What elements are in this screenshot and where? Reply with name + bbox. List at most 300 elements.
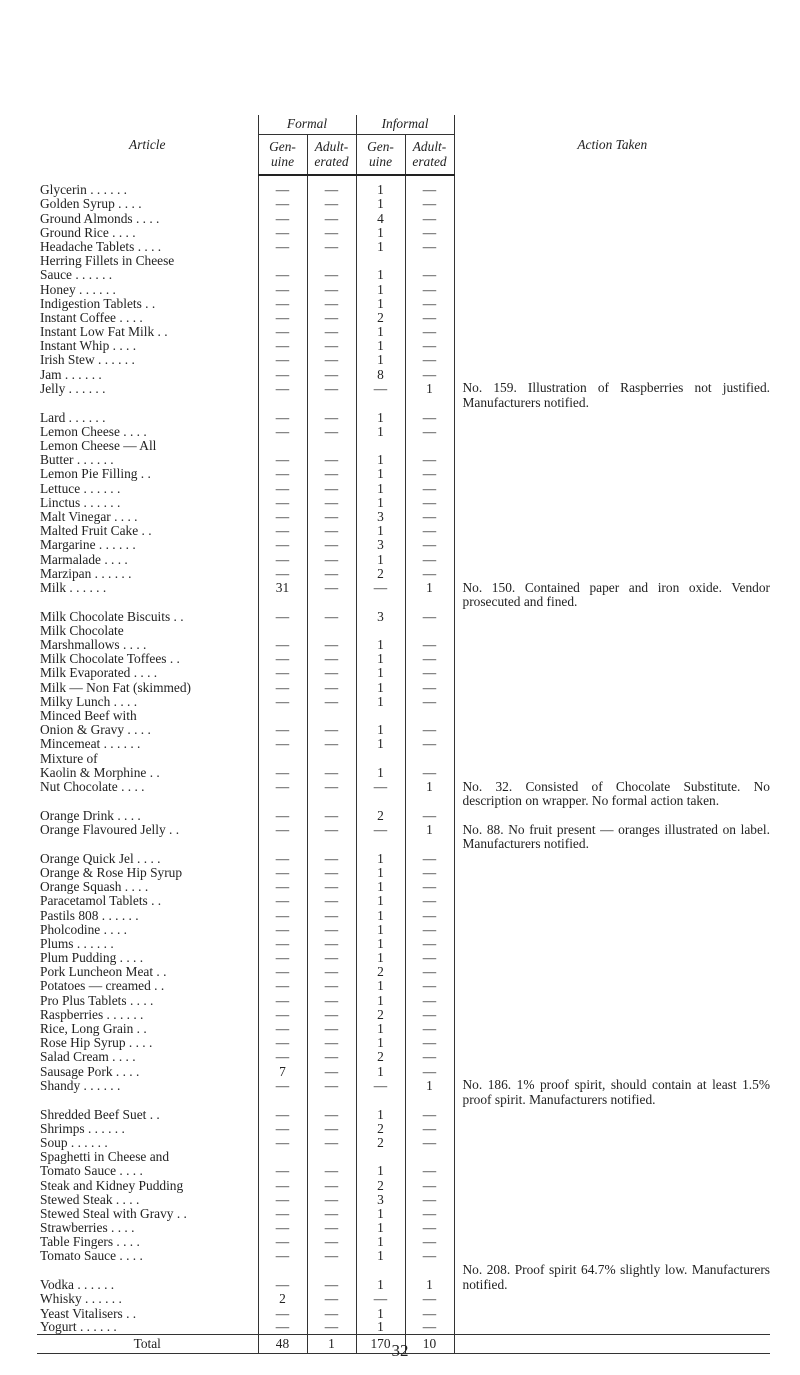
- informal-genuine-cell: 1: [356, 979, 405, 993]
- formal-adulterated-cell: —: [307, 268, 356, 282]
- action-cell: [454, 282, 770, 296]
- informal-adulterated-cell: —: [405, 1192, 454, 1206]
- article-cell: Stewed Steak . . . .: [40, 1191, 140, 1207]
- informal-genuine-cell: —: [356, 581, 405, 595]
- table-row: [37, 1136, 770, 1150]
- informal-genuine-cell: 1: [356, 666, 405, 680]
- formal-genuine-cell: —: [258, 1249, 307, 1263]
- formal-adulterated-cell: —: [307, 552, 356, 566]
- table-row: [37, 1263, 770, 1292]
- table-row: [37, 666, 770, 680]
- informal-genuine-cell: —: [356, 823, 405, 837]
- table-row: [37, 268, 770, 282]
- informal-genuine-cell: 8: [356, 367, 405, 381]
- table-row: [37, 581, 770, 595]
- article-cell: Irish Stew . . . . . .: [40, 352, 135, 368]
- action-cell: [454, 965, 770, 979]
- informal-adulterated-cell: —: [405, 1221, 454, 1235]
- formal-genuine-cell: —: [258, 495, 307, 509]
- table-row: [37, 353, 770, 367]
- informal-adulterated-cell: —: [405, 211, 454, 225]
- table-row: [37, 1164, 770, 1178]
- article-cell: Yogurt . . . . . .: [40, 1319, 117, 1335]
- article-cell: Honey . . . . . .: [40, 281, 116, 297]
- formal-adulterated-cell: —: [307, 979, 356, 993]
- table-body: [37, 175, 770, 1335]
- informal-genuine-cell: 1: [356, 1263, 405, 1292]
- formal-genuine-cell: —: [258, 765, 307, 779]
- informal-genuine-cell: 1: [356, 908, 405, 922]
- action-note: No. 88. No fruit present — oranges illustrated on label. Manufacturers notified.: [454, 823, 770, 852]
- formal-genuine-cell: 7: [258, 1064, 307, 1078]
- table-row: [37, 424, 770, 438]
- formal-genuine-cell: —: [258, 694, 307, 708]
- informal-genuine-cell: 1: [356, 353, 405, 367]
- informal-adulterated-cell: 1: [405, 581, 454, 595]
- formal-adulterated-cell: —: [307, 1050, 356, 1064]
- formal-genuine-cell: —: [258, 538, 307, 552]
- table-row: [37, 979, 770, 993]
- formal-adulterated-cell: —: [307, 851, 356, 865]
- formal-adulterated-cell: —: [307, 894, 356, 908]
- informal-genuine-cell: [356, 751, 405, 765]
- formal-genuine-cell: —: [258, 1235, 307, 1249]
- article-cell: Orange Squash . . . .: [40, 879, 149, 895]
- informal-genuine-cell: 1: [356, 1107, 405, 1121]
- article-cell: Shrimps . . . . . .: [40, 1120, 125, 1136]
- formal-adulterated-cell: —: [307, 1064, 356, 1078]
- action-cell: [454, 1178, 770, 1192]
- formal-adulterated-cell: —: [307, 311, 356, 325]
- formal-header: Formal: [258, 115, 356, 134]
- action-cell: [454, 1150, 770, 1164]
- action-cell: [454, 311, 770, 325]
- formal-adulterated-cell: —: [307, 424, 356, 438]
- informal-adulterated-cell: —: [405, 197, 454, 211]
- formal-adulterated-cell: —: [307, 866, 356, 880]
- table-row: [37, 780, 770, 794]
- formal-adulterated-cell: —: [307, 495, 356, 509]
- article-cell: Lemon Cheese — All: [40, 438, 157, 454]
- article-cell: Rose Hip Syrup . . . .: [40, 1035, 153, 1051]
- informal-adulterated-cell: [405, 709, 454, 723]
- formal-adulterated-cell: —: [307, 652, 356, 666]
- informal-adulterated-cell: [405, 396, 454, 410]
- formal-genuine-cell: [258, 254, 307, 268]
- informal-adulterated-cell: —: [405, 737, 454, 751]
- action-cell: [454, 1136, 770, 1150]
- article-cell: Sausage Pork . . . .: [40, 1063, 140, 1079]
- informal-genuine-cell: 1: [356, 453, 405, 467]
- formal-adulterated-cell: —: [307, 538, 356, 552]
- formal-adulterated-cell: —: [307, 922, 356, 936]
- action-cell: [454, 694, 770, 708]
- informal-adulterated-cell: —: [405, 538, 454, 552]
- article-cell: Orange Quick Jel . . . .: [40, 850, 161, 866]
- action-cell: [454, 552, 770, 566]
- informal-genuine-cell: 1: [356, 1036, 405, 1050]
- formal-genuine-cell: —: [258, 908, 307, 922]
- formal-genuine-cell: —: [258, 175, 307, 197]
- informal-adulterated-cell: —: [405, 367, 454, 381]
- formal-adulterated-cell: —: [307, 1136, 356, 1150]
- table-row: [37, 880, 770, 894]
- formal-genuine-cell: [258, 794, 307, 808]
- formal-genuine-cell: [258, 751, 307, 765]
- formal-adulterated-cell: —: [307, 240, 356, 254]
- article-cell: Lard . . . . . .: [40, 409, 106, 425]
- informal-genuine-cell: 1: [356, 723, 405, 737]
- informal-adulterated-cell: —: [405, 495, 454, 509]
- formal-genuine-cell: —: [258, 481, 307, 495]
- formal-adulterated-cell: —: [307, 694, 356, 708]
- informal-adulterated-cell: —: [405, 424, 454, 438]
- table-row: [37, 1306, 770, 1320]
- article-cell: Mixture of: [40, 750, 98, 766]
- informal-genuine-cell: 1: [356, 1320, 405, 1334]
- action-cell: [454, 410, 770, 424]
- informal-adulterated-cell: —: [405, 1178, 454, 1192]
- action-cell: [454, 453, 770, 467]
- action-cell: [454, 1235, 770, 1249]
- formal-adulterated-cell: —: [307, 211, 356, 225]
- article-cell: Marshmallows . . . .: [40, 637, 147, 653]
- formal-adulterated-cell: —: [307, 1306, 356, 1320]
- formal-adulterated-cell: —: [307, 581, 356, 595]
- formal-adulterated-cell: —: [307, 175, 356, 197]
- formal-genuine-cell: —: [258, 467, 307, 481]
- formal-genuine-cell: —: [258, 381, 307, 395]
- article-cell: Milk . . . . . .: [40, 580, 107, 596]
- action-cell: [454, 751, 770, 765]
- formal-genuine-cell: 2: [258, 1292, 307, 1306]
- informal-genuine-cell: [356, 1093, 405, 1107]
- action-cell: [454, 197, 770, 211]
- informal-adulterated-cell: —: [405, 311, 454, 325]
- table-row: [37, 481, 770, 495]
- formal-genuine-cell: —: [258, 1078, 307, 1092]
- article-cell: Lettuce . . . . . .: [40, 480, 121, 496]
- formal-genuine-cell: —: [258, 866, 307, 880]
- action-cell: [454, 638, 770, 652]
- informal-adulterated-cell: —: [405, 1022, 454, 1036]
- formal-genuine-cell: —: [258, 1022, 307, 1036]
- informal-adulterated-cell: —: [405, 325, 454, 339]
- article-cell: Nut Chocolate . . . .: [40, 779, 145, 795]
- formal-adulterated-cell: —: [307, 1022, 356, 1036]
- formal-adulterated-cell: —: [307, 937, 356, 951]
- formal-genuine-cell: —: [258, 1306, 307, 1320]
- formal-genuine-cell: [258, 624, 307, 638]
- formal-genuine-cell: —: [258, 780, 307, 794]
- informal-adulterated-cell: 1: [405, 381, 454, 395]
- formal-adulterated-cell: —: [307, 481, 356, 495]
- formal-genuine-cell: —: [258, 993, 307, 1007]
- formal-adulterated-cell: —: [307, 510, 356, 524]
- table-row: [37, 1078, 770, 1092]
- formal-adulterated-cell: —: [307, 410, 356, 424]
- informal-genuine-cell: 2: [356, 965, 405, 979]
- article-cell: Marmalade . . . .: [40, 551, 128, 567]
- informal-adulterated-cell: —: [405, 908, 454, 922]
- formal-genuine-cell: —: [258, 808, 307, 822]
- informal-adulterated-cell: —: [405, 240, 454, 254]
- informal-adulterated-cell: —: [405, 694, 454, 708]
- article-cell: Milk Chocolate Toffees . .: [40, 651, 180, 667]
- informal-genuine-cell: —: [356, 381, 405, 395]
- informal-genuine-cell: 3: [356, 510, 405, 524]
- action-cell: [454, 1107, 770, 1121]
- formal-genuine-cell: —: [258, 211, 307, 225]
- table-row: [37, 1221, 770, 1235]
- informal-adulterated-cell: [405, 794, 454, 808]
- formal-genuine-cell: [258, 837, 307, 851]
- informal-genuine-cell: 3: [356, 609, 405, 623]
- informal-genuine-cell: [356, 1150, 405, 1164]
- formal-adulterated-cell: —: [307, 880, 356, 894]
- action-cell: [454, 652, 770, 666]
- action-note: No. 150. Contained paper and iron oxide. Vendor prosecuted and fined.: [454, 581, 770, 610]
- informal-genuine-cell: 1: [356, 197, 405, 211]
- formal-genuine-cell: —: [258, 638, 307, 652]
- formal-genuine-cell: [258, 709, 307, 723]
- formal-genuine-cell: —: [258, 737, 307, 751]
- formal-genuine-cell: —: [258, 296, 307, 310]
- informal-adulterated-cell: 1: [405, 823, 454, 837]
- action-cell: [454, 566, 770, 580]
- table-row: [37, 339, 770, 353]
- table-row: [37, 175, 770, 197]
- formal-genuine-cell: 31: [258, 581, 307, 595]
- article-cell: Milk Chocolate: [40, 622, 124, 638]
- informal-genuine-cell: [356, 254, 405, 268]
- table-row: [37, 1064, 770, 1078]
- informal-genuine-cell: —: [356, 780, 405, 794]
- formal-adulterated-cell: —: [307, 723, 356, 737]
- action-note: No. 159. Illustration of Raspberries not justified. Manufacturers notified.: [454, 381, 770, 410]
- informal-adulterated-cell: —: [405, 894, 454, 908]
- informal-adulterated-cell: —: [405, 880, 454, 894]
- formal-genuine-cell: [258, 1093, 307, 1107]
- formal-adulterated-cell: —: [307, 1292, 356, 1306]
- table-row: [37, 225, 770, 239]
- formal-adulterated-cell: —: [307, 609, 356, 623]
- formal-genuine-cell: —: [258, 723, 307, 737]
- action-cell: [454, 723, 770, 737]
- table-row: [37, 1207, 770, 1221]
- table-row: [37, 808, 770, 822]
- table-row: [37, 1107, 770, 1121]
- article-cell: Potatoes — creamed . .: [40, 978, 165, 994]
- informal-adulterated-cell: —: [405, 723, 454, 737]
- formal-genuine-cell: —: [258, 1192, 307, 1206]
- informal-genuine-cell: 1: [356, 851, 405, 865]
- table-row: [37, 439, 770, 453]
- informal-genuine-cell: 2: [356, 311, 405, 325]
- action-cell: [454, 1320, 770, 1334]
- action-header: Action Taken: [454, 115, 770, 175]
- table-row: [37, 937, 770, 951]
- table-row: [37, 524, 770, 538]
- formal-adulterated-cell: —: [307, 823, 356, 837]
- informal-genuine-cell: [356, 396, 405, 410]
- table-row: [37, 709, 770, 723]
- informal-genuine-cell: 4: [356, 211, 405, 225]
- total-formal-adulterated: 1: [307, 1335, 356, 1354]
- informal-genuine-cell: 1: [356, 225, 405, 239]
- informal-genuine-cell: 2: [356, 1178, 405, 1192]
- formal-adulterated-cell: [307, 837, 356, 851]
- article-cell: Stewed Steal with Gravy . .: [40, 1205, 187, 1221]
- formal-genuine-cell: —: [258, 1050, 307, 1064]
- informal-genuine-cell: 1: [356, 737, 405, 751]
- article-cell: Indigestion Tablets . .: [40, 295, 156, 311]
- formal-genuine-cell: —: [258, 894, 307, 908]
- table-row: [37, 866, 770, 880]
- article-cell: [37, 837, 258, 851]
- informal-adulterated-cell: [405, 1150, 454, 1164]
- informal-adulterated-cell: —: [405, 1007, 454, 1021]
- informal-adulterated-cell: —: [405, 666, 454, 680]
- formal-adulterated-cell: [307, 1093, 356, 1107]
- formal-adulterated-cell: —: [307, 951, 356, 965]
- informal-header: Informal: [356, 115, 454, 134]
- article-cell: Marzipan . . . . . .: [40, 565, 132, 581]
- formal-genuine-cell: —: [258, 1207, 307, 1221]
- table-row: [37, 1007, 770, 1021]
- informal-adulterated-cell: —: [405, 680, 454, 694]
- formal-adulterated-cell: —: [307, 1235, 356, 1249]
- informal-adulterated-cell: [405, 254, 454, 268]
- action-cell: [454, 1064, 770, 1078]
- informal-genuine-cell: 3: [356, 538, 405, 552]
- formal-adulterated-header: Adult- erated: [307, 134, 356, 175]
- formal-adulterated-cell: —: [307, 1178, 356, 1192]
- article-cell: Milky Lunch . . . .: [40, 693, 138, 709]
- action-cell: [454, 1221, 770, 1235]
- action-cell: [454, 624, 770, 638]
- table-row: [37, 993, 770, 1007]
- article-cell: Milk — Non Fat (skimmed): [40, 679, 192, 695]
- informal-genuine-cell: 1: [356, 1164, 405, 1178]
- informal-genuine-cell: 1: [356, 638, 405, 652]
- table-row: [37, 652, 770, 666]
- informal-adulterated-cell: —: [405, 268, 454, 282]
- table-row: [37, 381, 770, 395]
- formal-genuine-cell: —: [258, 566, 307, 580]
- article-cell: Shredded Beef Suet . .: [40, 1106, 160, 1122]
- informal-genuine-cell: 1: [356, 880, 405, 894]
- informal-adulterated-cell: [405, 1093, 454, 1107]
- article-cell: [37, 595, 258, 609]
- formal-adulterated-cell: —: [307, 1007, 356, 1021]
- article-cell: Plums . . . . . .: [40, 935, 114, 951]
- informal-genuine-cell: 1: [356, 481, 405, 495]
- formal-adulterated-cell: —: [307, 1078, 356, 1092]
- formal-genuine-cell: —: [258, 609, 307, 623]
- formal-genuine-cell: —: [258, 680, 307, 694]
- informal-adulterated-cell: —: [405, 481, 454, 495]
- article-cell: Minced Beef with: [40, 708, 137, 724]
- formal-genuine-cell: —: [258, 979, 307, 993]
- informal-adulterated-cell: —: [405, 609, 454, 623]
- formal-adulterated-cell: —: [307, 1221, 356, 1235]
- table-row: [37, 296, 770, 310]
- action-cell: [454, 467, 770, 481]
- informal-adulterated-cell: —: [405, 353, 454, 367]
- formal-adulterated-cell: [307, 595, 356, 609]
- informal-genuine-cell: 1: [356, 1221, 405, 1235]
- formal-adulterated-cell: —: [307, 367, 356, 381]
- informal-genuine-cell: 1: [356, 951, 405, 965]
- informal-adulterated-cell: —: [405, 1306, 454, 1320]
- informal-adulterated-cell: —: [405, 922, 454, 936]
- formal-genuine-cell: —: [258, 1036, 307, 1050]
- informal-genuine-cell: 1: [356, 680, 405, 694]
- action-cell: [454, 666, 770, 680]
- table-row: [37, 1320, 770, 1334]
- formal-adulterated-cell: —: [307, 1121, 356, 1135]
- informal-adulterated-cell: 1: [405, 1078, 454, 1092]
- informal-adulterated-cell: —: [405, 225, 454, 239]
- article-cell: Spaghetti in Cheese and: [40, 1149, 170, 1165]
- informal-genuine-cell: 2: [356, 566, 405, 580]
- action-cell: [454, 424, 770, 438]
- action-cell: [454, 609, 770, 623]
- formal-adulterated-cell: —: [307, 993, 356, 1007]
- informal-genuine-cell: 1: [356, 1235, 405, 1249]
- formal-genuine-cell: —: [258, 510, 307, 524]
- informal-adulterated-cell: —: [405, 965, 454, 979]
- formal-adulterated-cell: —: [307, 1207, 356, 1221]
- table-row: [37, 851, 770, 865]
- informal-genuine-cell: 1: [356, 652, 405, 666]
- table-row: [37, 1150, 770, 1164]
- formal-adulterated-cell: —: [307, 381, 356, 395]
- table-row: [37, 723, 770, 737]
- action-cell: [454, 439, 770, 453]
- informal-adulterated-cell: —: [405, 1107, 454, 1121]
- article-cell: Paracetamol Tablets . .: [40, 893, 162, 909]
- informal-adulterated-cell: [405, 837, 454, 851]
- informal-genuine-cell: 1: [356, 894, 405, 908]
- article-cell: Ground Rice . . . .: [40, 224, 136, 240]
- formal-genuine-cell: —: [258, 1263, 307, 1292]
- formal-adulterated-cell: [307, 1150, 356, 1164]
- informal-adulterated-cell: —: [405, 1121, 454, 1135]
- informal-adulterated-cell: —: [405, 1207, 454, 1221]
- informal-adulterated-cell: [405, 751, 454, 765]
- informal-adulterated-cell: —: [405, 410, 454, 424]
- formal-adulterated-cell: —: [307, 1249, 356, 1263]
- informal-adulterated-cell: —: [405, 1164, 454, 1178]
- table-row: [37, 765, 770, 779]
- formal-genuine-cell: —: [258, 353, 307, 367]
- action-note: No. 208. Proof spirit 64.7% slightly low. Manufacturers notified.: [454, 1263, 770, 1292]
- action-cell: [454, 481, 770, 495]
- informal-genuine-cell: 2: [356, 1007, 405, 1021]
- informal-adulterated-cell: 1: [405, 1263, 454, 1292]
- article-cell: Pro Plus Tablets . . . .: [40, 992, 154, 1008]
- formal-genuine-cell: —: [258, 1136, 307, 1150]
- article-cell: Raspberries . . . . . .: [40, 1006, 144, 1022]
- table-row: [37, 538, 770, 552]
- table-row: [37, 197, 770, 211]
- action-cell: [454, 851, 770, 865]
- informal-genuine-cell: 3: [356, 1192, 405, 1206]
- article-cell: Orange Flavoured Jelly . .: [40, 822, 180, 838]
- table-row: [37, 1121, 770, 1135]
